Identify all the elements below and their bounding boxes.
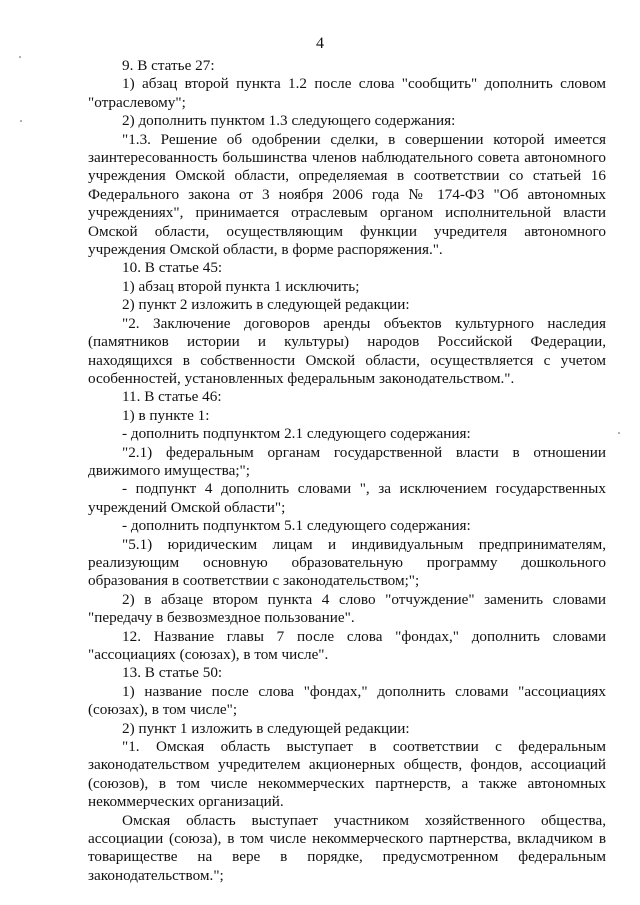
paragraph: - дополнить подпунктом 2.1 следующего содержания: bbox=[122, 425, 471, 443]
paragraph: "2.1) федеральным органам государственной власти в отношении движимого имущества;"; bbox=[88, 443, 606, 479]
paragraph: "2. Заключение договоров аренды объектов культурного наследия (памятников истории и культуры) народов Российской Федерации, находящихся в собственности Омской области, осуществляется с учетом особенностей, установленных федеральным законодательством.". bbox=[88, 314, 606, 387]
paragraph: 1) абзац второй пункта 1 исключить; bbox=[122, 277, 360, 295]
paragraph: 1) в пункте 1: bbox=[122, 406, 210, 424]
paragraph: 10. В статье 45: bbox=[122, 259, 223, 277]
paragraph: 1) название после слова "фондах," дополнить словами "ассоциациях (союзах), в том числе"; bbox=[88, 682, 606, 719]
document-body bbox=[88, 57, 606, 885]
paragraph: 13. В статье 50: bbox=[122, 664, 223, 682]
paragraph: "1.3. Решение об одобрении сделки, в совершении которой имеется заинтересованность большинства членов наблюдательного совета автономного учреждения Омской области, определяемая в соответствии со статьей 16 Федерального закона от 3 ноября 2006 года № 174-ФЗ "Об автономных учреждениях", принимается отраслевым органом исполнительной власти Омской области, осуществляющим функции учредителя автономного учреждения Омской области, в форме распоряжения.". bbox=[88, 130, 606, 259]
paragraph: - подпункт 4 дополнить словами ", за исключением государственных учреждений Омской области"; bbox=[88, 480, 606, 516]
paragraph: 11. В статье 46: bbox=[122, 388, 222, 406]
scan-speck bbox=[19, 56, 21, 58]
paragraph: 2) пункт 2 изложить в следующей редакции: bbox=[122, 296, 410, 314]
paragraph: Омская область выступает участником хозяйственного общества, ассоциации (союза), в том числе некоммерческого партнерства, вкладчиком в товариществе на вере в порядке, предусмотренном федеральным законодательством."; bbox=[88, 811, 606, 884]
paragraph: "5.1) юридическим лицам и индивидуальным предпринимателям, реализующим основную образовательную программу дошкольного образования в соответствии с законодательством;"; bbox=[88, 535, 606, 590]
scan-speck bbox=[20, 120, 22, 122]
paragraph: 1) абзац второй пункта 1.2 после слова "сообщить" дополнить словом "отраслевому"; bbox=[88, 75, 606, 111]
paragraph: "1. Омская область выступает в соответствии с федеральным законодательством учредителем акционерных обществ, фондов, ассоциаций (союзов), в том числе некоммерческих партнерств, а также автономных некоммерческих организаций. bbox=[88, 738, 606, 811]
paragraph: 9. В статье 27: bbox=[122, 57, 215, 74]
paragraph: 2) пункт 1 изложить в следующей редакции: bbox=[122, 719, 410, 737]
paragraph: - дополнить подпунктом 5.1 следующего содержания: bbox=[122, 517, 471, 535]
page-number: 4 bbox=[316, 35, 324, 52]
paragraph: 12. Название главы 7 после слова "фондах," дополнить словами "ассоциациях (союзах), в том числе". bbox=[88, 627, 606, 663]
paragraph: 2) дополнить пунктом 1.3 следующего содержания: bbox=[122, 112, 456, 130]
paragraph: 2) в абзаце втором пункта 4 слово "отчуждение" заменить словами "передачу в безвозмездное пользование". bbox=[88, 590, 606, 627]
scan-speck bbox=[618, 432, 620, 434]
